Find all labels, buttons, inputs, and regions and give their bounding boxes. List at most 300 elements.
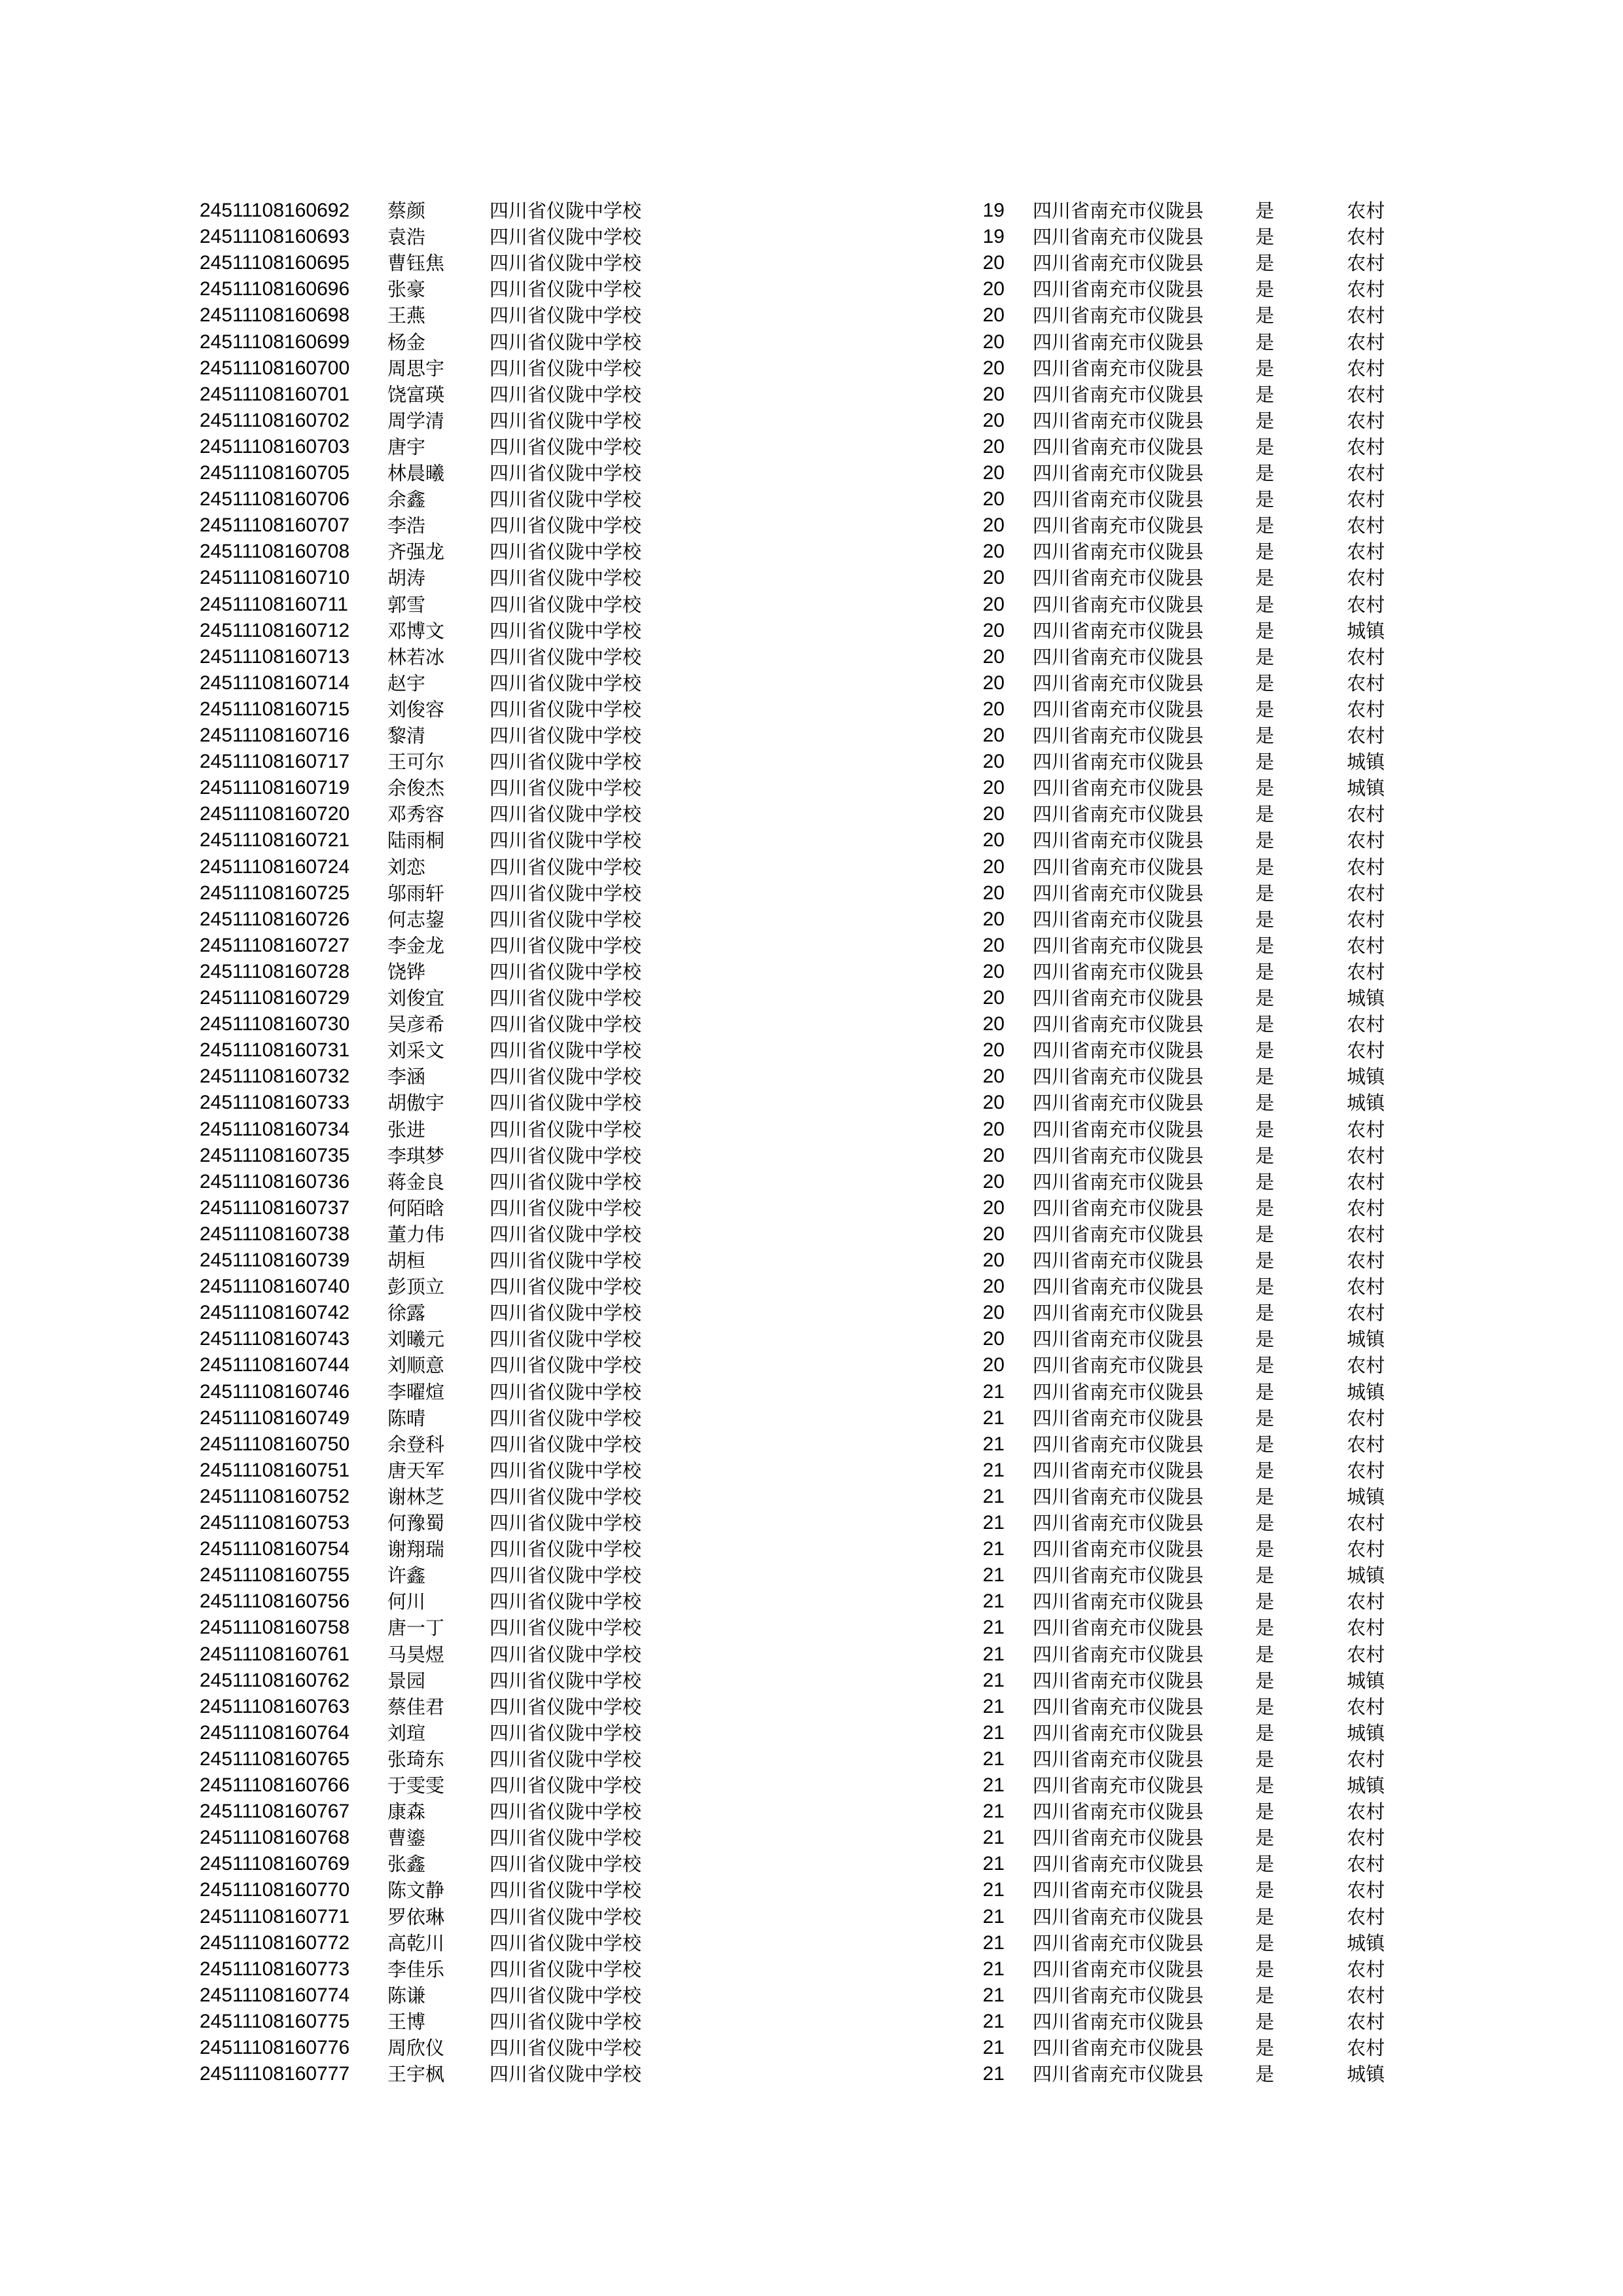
flag: 是 <box>1255 1460 1275 1482</box>
candidate-id: 24511108160714 <box>200 672 350 694</box>
table-row <box>0 933 1623 959</box>
candidate-id: 24511108160769 <box>200 1853 350 1874</box>
age: 21 <box>982 1512 1005 1534</box>
hukou-type: 农村 <box>1347 908 1385 931</box>
flag: 是 <box>1255 1145 1275 1167</box>
age: 21 <box>982 1696 1005 1717</box>
student-name: 陆雨桐 <box>387 829 445 852</box>
hukou-type: 城镇 <box>1347 777 1385 799</box>
hukou-type: 农村 <box>1347 1433 1385 1456</box>
hukou-type: 城镇 <box>1347 987 1385 1009</box>
school-name: 四川省仪陇中学校 <box>490 252 642 274</box>
table-row <box>0 276 1623 302</box>
age: 20 <box>982 803 1005 825</box>
hukou-type: 农村 <box>1347 1249 1385 1272</box>
school-name: 四川省仪陇中学校 <box>490 987 642 1009</box>
student-name: 王宇枫 <box>387 2063 445 2085</box>
table-row <box>0 670 1623 696</box>
flag: 是 <box>1255 1932 1275 1954</box>
table-row <box>0 302 1623 329</box>
hukou-type: 农村 <box>1347 1827 1385 1849</box>
student-name: 于雯雯 <box>387 1774 445 1797</box>
student-name: 许鑫 <box>387 1564 426 1587</box>
region: 四川省南充市仪陇县 <box>1033 436 1204 458</box>
school-name: 四川省仪陇中学校 <box>490 908 642 931</box>
age: 20 <box>982 1328 1005 1350</box>
candidate-id: 24511108160698 <box>200 304 350 326</box>
region: 四川省南充市仪陇县 <box>1033 1958 1204 1981</box>
flag: 是 <box>1255 1223 1275 1246</box>
student-name: 周欣仪 <box>387 2037 445 2059</box>
table-row <box>0 355 1623 382</box>
candidate-id: 24511108160763 <box>200 1696 350 1717</box>
school-name: 四川省仪陇中学校 <box>490 1328 642 1350</box>
age: 20 <box>982 829 1005 851</box>
school-name: 四川省仪陇中学校 <box>490 2037 642 2059</box>
school-name: 四川省仪陇中学校 <box>490 1249 642 1272</box>
table-row <box>0 854 1623 880</box>
student-name: 齐强龙 <box>387 541 445 563</box>
student-name: 高乾川 <box>387 1932 445 1954</box>
school-name: 四川省仪陇中学校 <box>490 1276 642 1298</box>
candidate-id: 24511108160730 <box>200 1013 350 1035</box>
age: 21 <box>982 1407 1005 1429</box>
school-name: 四川省仪陇中学校 <box>490 856 642 878</box>
candidate-id: 24511108160773 <box>200 1958 350 1980</box>
flag: 是 <box>1255 594 1275 616</box>
region: 四川省南充市仪陇县 <box>1033 226 1204 248</box>
flag: 是 <box>1255 1328 1275 1350</box>
hukou-type: 农村 <box>1347 1643 1385 1666</box>
region: 四川省南充市仪陇县 <box>1033 1039 1204 1062</box>
table-row <box>0 1694 1623 1720</box>
region: 四川省南充市仪陇县 <box>1033 1249 1204 1272</box>
age: 20 <box>982 357 1005 379</box>
table-row <box>0 329 1623 355</box>
region: 四川省南充市仪陇县 <box>1033 1223 1204 1246</box>
hukou-type: 农村 <box>1347 1145 1385 1167</box>
hukou-type: 农村 <box>1347 1853 1385 1875</box>
candidate-id: 24511108160758 <box>200 1617 350 1638</box>
table-row <box>0 801 1623 827</box>
age: 21 <box>982 1801 1005 1822</box>
hukou-type: 农村 <box>1347 1013 1385 1035</box>
hukou-type: 农村 <box>1347 1538 1385 1560</box>
school-name: 四川省仪陇中学校 <box>490 1748 642 1770</box>
school-name: 四川省仪陇中学校 <box>490 1039 642 1062</box>
hukou-type: 城镇 <box>1347 620 1385 642</box>
candidate-id: 24511108160699 <box>200 331 350 353</box>
table-row <box>0 2035 1623 2061</box>
hukou-type: 农村 <box>1347 725 1385 747</box>
student-name: 张鑫 <box>387 1853 426 1875</box>
table-row <box>0 434 1623 460</box>
hukou-type: 农村 <box>1347 1879 1385 1901</box>
region: 四川省南充市仪陇县 <box>1033 514 1204 537</box>
region: 四川省南充市仪陇县 <box>1033 1670 1204 1692</box>
school-name: 四川省仪陇中学校 <box>490 567 642 589</box>
school-name: 四川省仪陇中学校 <box>490 1984 642 2007</box>
student-name: 陈晴 <box>387 1407 426 1429</box>
candidate-id: 24511108160733 <box>200 1092 350 1113</box>
age: 21 <box>982 2063 1005 2085</box>
candidate-id: 24511108160715 <box>200 698 350 720</box>
student-name: 李浩 <box>387 514 426 537</box>
flag: 是 <box>1255 1748 1275 1770</box>
candidate-id: 24511108160727 <box>200 935 350 956</box>
age: 21 <box>982 1670 1005 1691</box>
candidate-id: 24511108160774 <box>200 1984 350 2006</box>
student-name: 谢翔瑞 <box>387 1538 445 1560</box>
table-row <box>0 224 1623 250</box>
age: 20 <box>982 252 1005 274</box>
hukou-type: 农村 <box>1347 1223 1385 1246</box>
flag: 是 <box>1255 1984 1275 2007</box>
candidate-id: 24511108160771 <box>200 1906 350 1928</box>
flag: 是 <box>1255 646 1275 668</box>
candidate-id: 24511108160732 <box>200 1066 350 1087</box>
student-name: 邓秀容 <box>387 803 445 825</box>
flag: 是 <box>1255 698 1275 721</box>
flag: 是 <box>1255 304 1275 327</box>
candidate-id: 24511108160736 <box>200 1171 350 1193</box>
table-row <box>0 1930 1623 1956</box>
table-row <box>0 1458 1623 1484</box>
age: 21 <box>982 1984 1005 2006</box>
age: 21 <box>982 1879 1005 1901</box>
flag: 是 <box>1255 751 1275 773</box>
flag: 是 <box>1255 1013 1275 1035</box>
hukou-type: 农村 <box>1347 200 1385 222</box>
candidate-id: 24511108160692 <box>200 200 350 221</box>
flag: 是 <box>1255 1354 1275 1376</box>
region: 四川省南充市仪陇县 <box>1033 1774 1204 1797</box>
flag: 是 <box>1255 856 1275 878</box>
school-name: 四川省仪陇中学校 <box>490 462 642 484</box>
student-name: 余俊杰 <box>387 777 445 799</box>
age: 20 <box>982 1249 1005 1271</box>
candidate-id: 24511108160725 <box>200 882 350 904</box>
flag: 是 <box>1255 672 1275 694</box>
table-row <box>0 2009 1623 2035</box>
flag: 是 <box>1255 1906 1275 1928</box>
region: 四川省南充市仪陇县 <box>1033 908 1204 931</box>
school-name: 四川省仪陇中学校 <box>490 672 642 694</box>
region: 四川省南充市仪陇县 <box>1033 672 1204 694</box>
region: 四川省南充市仪陇县 <box>1033 488 1204 511</box>
region: 四川省南充市仪陇县 <box>1033 1590 1204 1613</box>
table-row <box>0 1352 1623 1378</box>
candidate-id: 24511108160703 <box>200 436 350 457</box>
hukou-type: 农村 <box>1347 1039 1385 1062</box>
school-name: 四川省仪陇中学校 <box>490 200 642 222</box>
school-name: 四川省仪陇中学校 <box>490 1460 642 1482</box>
region: 四川省南充市仪陇县 <box>1033 278 1204 300</box>
age: 20 <box>982 1145 1005 1166</box>
age: 20 <box>982 488 1005 510</box>
school-name: 四川省仪陇中学校 <box>490 2011 642 2033</box>
table-row <box>0 1641 1623 1668</box>
student-name: 曹鎏 <box>387 1827 426 1849</box>
student-name: 李琪梦 <box>387 1145 445 1167</box>
region: 四川省南充市仪陇县 <box>1033 2037 1204 2059</box>
student-name: 唐一丁 <box>387 1617 445 1639</box>
age: 20 <box>982 1276 1005 1297</box>
student-name: 吴彦希 <box>387 1013 445 1035</box>
flag: 是 <box>1255 987 1275 1009</box>
candidate-id: 24511108160762 <box>200 1670 350 1691</box>
table-row <box>0 460 1623 486</box>
region: 四川省南充市仪陇县 <box>1033 1066 1204 1088</box>
age: 20 <box>982 935 1005 956</box>
region: 四川省南充市仪陇县 <box>1033 304 1204 327</box>
hukou-type: 农村 <box>1347 1407 1385 1429</box>
table-row <box>0 1326 1623 1352</box>
candidate-id: 24511108160702 <box>200 410 350 431</box>
region: 四川省南充市仪陇县 <box>1033 1407 1204 1429</box>
candidate-id: 24511108160756 <box>200 1590 350 1612</box>
table-row <box>0 1851 1623 1877</box>
age: 20 <box>982 698 1005 720</box>
region: 四川省南充市仪陇县 <box>1033 1906 1204 1928</box>
student-name: 罗依琳 <box>387 1906 445 1928</box>
hukou-type: 农村 <box>1347 1958 1385 1981</box>
flag: 是 <box>1255 1590 1275 1613</box>
region: 四川省南充市仪陇县 <box>1033 1643 1204 1666</box>
age: 21 <box>982 1460 1005 1481</box>
age: 20 <box>982 987 1005 1009</box>
flag: 是 <box>1255 252 1275 274</box>
flag: 是 <box>1255 1879 1275 1901</box>
school-name: 四川省仪陇中学校 <box>490 1670 642 1692</box>
school-name: 四川省仪陇中学校 <box>490 698 642 721</box>
table-row <box>0 827 1623 853</box>
hukou-type: 城镇 <box>1347 1564 1385 1587</box>
hukou-type: 农村 <box>1347 882 1385 905</box>
hukou-type: 城镇 <box>1347 1381 1385 1403</box>
student-name: 饶富瑛 <box>387 384 445 406</box>
student-name: 胡傲宇 <box>387 1092 445 1114</box>
school-name: 四川省仪陇中学校 <box>490 1197 642 1219</box>
region: 四川省南充市仪陇县 <box>1033 1722 1204 1744</box>
table-row <box>0 985 1623 1011</box>
hukou-type: 农村 <box>1347 226 1385 248</box>
table-row <box>0 1143 1623 1169</box>
school-name: 四川省仪陇中学校 <box>490 2063 642 2085</box>
table-row <box>0 1037 1623 1064</box>
candidate-id: 24511108160701 <box>200 384 350 405</box>
region: 四川省南充市仪陇县 <box>1033 961 1204 983</box>
student-name: 林若冰 <box>387 646 445 668</box>
region: 四川省南充市仪陇县 <box>1033 1145 1204 1167</box>
school-name: 四川省仪陇中学校 <box>490 514 642 537</box>
region: 四川省南充市仪陇县 <box>1033 594 1204 616</box>
hukou-type: 农村 <box>1347 1197 1385 1219</box>
student-name: 胡涛 <box>387 567 426 589</box>
table-row <box>0 2061 1623 2087</box>
school-name: 四川省仪陇中学校 <box>490 1171 642 1193</box>
age: 21 <box>982 1932 1005 1954</box>
flag: 是 <box>1255 1066 1275 1088</box>
student-name: 王博 <box>387 2011 426 2033</box>
table-row <box>0 250 1623 276</box>
age: 21 <box>982 1958 1005 1980</box>
flag: 是 <box>1255 2011 1275 2033</box>
student-name: 余鑫 <box>387 488 426 511</box>
hukou-type: 农村 <box>1347 1617 1385 1639</box>
age: 20 <box>982 1171 1005 1193</box>
hukou-type: 农村 <box>1347 541 1385 563</box>
table-row <box>0 1117 1623 1143</box>
table-row <box>0 1274 1623 1300</box>
region: 四川省南充市仪陇县 <box>1033 987 1204 1009</box>
candidate-id: 24511108160740 <box>200 1276 350 1297</box>
table-row <box>0 959 1623 985</box>
candidate-id: 24511108160729 <box>200 987 350 1009</box>
hukou-type: 农村 <box>1347 436 1385 458</box>
school-name: 四川省仪陇中学校 <box>490 1774 642 1797</box>
student-name: 刘顺意 <box>387 1354 445 1376</box>
hukou-type: 城镇 <box>1347 1328 1385 1350</box>
student-name: 饶铧 <box>387 961 426 983</box>
flag: 是 <box>1255 410 1275 432</box>
age: 20 <box>982 1223 1005 1245</box>
region: 四川省南充市仪陇县 <box>1033 567 1204 589</box>
region: 四川省南充市仪陇县 <box>1033 620 1204 642</box>
candidate-id: 24511108160734 <box>200 1119 350 1140</box>
student-name: 蒋金良 <box>387 1171 445 1193</box>
candidate-id: 24511108160720 <box>200 803 350 825</box>
flag: 是 <box>1255 1092 1275 1114</box>
table-row <box>0 1799 1623 1825</box>
hukou-type: 城镇 <box>1347 751 1385 773</box>
table-row <box>0 1379 1623 1405</box>
flag: 是 <box>1255 567 1275 589</box>
table-row <box>0 1405 1623 1431</box>
flag: 是 <box>1255 777 1275 799</box>
region: 四川省南充市仪陇县 <box>1033 1801 1204 1823</box>
flag: 是 <box>1255 1564 1275 1587</box>
student-name: 刘恋 <box>387 856 426 878</box>
flag: 是 <box>1255 1801 1275 1823</box>
candidate-id: 24511108160767 <box>200 1801 350 1822</box>
age: 20 <box>982 541 1005 562</box>
region: 四川省南充市仪陇县 <box>1033 1879 1204 1901</box>
age: 20 <box>982 436 1005 457</box>
region: 四川省南充市仪陇县 <box>1033 1276 1204 1298</box>
hukou-type: 城镇 <box>1347 1092 1385 1114</box>
student-name: 陈文静 <box>387 1879 445 1901</box>
candidate-id: 24511108160770 <box>200 1879 350 1901</box>
candidate-id: 24511108160775 <box>200 2011 350 2032</box>
flag: 是 <box>1255 620 1275 642</box>
region: 四川省南充市仪陇县 <box>1033 1984 1204 2007</box>
student-name: 谢林芝 <box>387 1486 445 1508</box>
region: 四川省南充市仪陇县 <box>1033 200 1204 222</box>
school-name: 四川省仪陇中学校 <box>490 1932 642 1954</box>
candidate-id: 24511108160765 <box>200 1748 350 1770</box>
flag: 是 <box>1255 488 1275 511</box>
hukou-type: 城镇 <box>1347 1774 1385 1797</box>
region: 四川省南充市仪陇县 <box>1033 1197 1204 1219</box>
student-name: 王可尔 <box>387 751 445 773</box>
candidate-id: 24511108160735 <box>200 1145 350 1166</box>
region: 四川省南充市仪陇县 <box>1033 725 1204 747</box>
school-name: 四川省仪陇中学校 <box>490 1381 642 1403</box>
flag: 是 <box>1255 1433 1275 1456</box>
school-name: 四川省仪陇中学校 <box>490 935 642 957</box>
age: 20 <box>982 961 1005 982</box>
candidate-id: 24511108160754 <box>200 1538 350 1560</box>
student-name: 余登科 <box>387 1433 445 1456</box>
age: 21 <box>982 1722 1005 1744</box>
age: 20 <box>982 646 1005 668</box>
flag: 是 <box>1255 882 1275 905</box>
school-name: 四川省仪陇中学校 <box>490 961 642 983</box>
student-name: 周学清 <box>387 410 445 432</box>
candidate-id: 24511108160744 <box>200 1354 350 1376</box>
table-row <box>0 696 1623 723</box>
table-row <box>0 382 1623 408</box>
table-row <box>0 1904 1623 1930</box>
school-name: 四川省仪陇中学校 <box>490 1486 642 1508</box>
region: 四川省南充市仪陇县 <box>1033 357 1204 380</box>
region: 四川省南充市仪陇县 <box>1033 541 1204 563</box>
student-name: 景园 <box>387 1670 426 1692</box>
school-name: 四川省仪陇中学校 <box>490 541 642 563</box>
flag: 是 <box>1255 1722 1275 1744</box>
student-name: 张进 <box>387 1119 426 1141</box>
region: 四川省南充市仪陇县 <box>1033 1460 1204 1482</box>
flag: 是 <box>1255 1512 1275 1534</box>
table-row <box>0 1064 1623 1090</box>
flag: 是 <box>1255 1249 1275 1272</box>
hukou-type: 农村 <box>1347 646 1385 668</box>
school-name: 四川省仪陇中学校 <box>490 1538 642 1560</box>
age: 20 <box>982 1197 1005 1219</box>
flag: 是 <box>1255 1039 1275 1062</box>
region: 四川省南充市仪陇县 <box>1033 1827 1204 1849</box>
school-name: 四川省仪陇中学校 <box>490 1801 642 1823</box>
flag: 是 <box>1255 1486 1275 1508</box>
candidate-id: 24511108160742 <box>200 1302 350 1323</box>
school-name: 四川省仪陇中学校 <box>490 882 642 905</box>
candidate-id: 24511108160731 <box>200 1039 350 1061</box>
table-row <box>0 1588 1623 1615</box>
table-row <box>0 1195 1623 1221</box>
school-name: 四川省仪陇中学校 <box>490 357 642 380</box>
hukou-type: 农村 <box>1347 2037 1385 2059</box>
hukou-type: 农村 <box>1347 1276 1385 1298</box>
age: 21 <box>982 2037 1005 2058</box>
student-name: 胡桓 <box>387 1249 426 1272</box>
student-name: 张琦东 <box>387 1748 445 1770</box>
table-row <box>0 1431 1623 1458</box>
region: 四川省南充市仪陇县 <box>1033 1617 1204 1639</box>
school-name: 四川省仪陇中学校 <box>490 1433 642 1456</box>
hukou-type: 农村 <box>1347 1696 1385 1718</box>
student-name: 何陌晗 <box>387 1197 445 1219</box>
table-row <box>0 749 1623 775</box>
table-row <box>0 1615 1623 1641</box>
age: 20 <box>982 882 1005 904</box>
student-name: 康森 <box>387 1801 426 1823</box>
region: 四川省南充市仪陇县 <box>1033 803 1204 825</box>
table-row <box>0 1772 1623 1799</box>
school-name: 四川省仪陇中学校 <box>490 620 642 642</box>
age: 20 <box>982 384 1005 405</box>
region: 四川省南充市仪陇县 <box>1033 1564 1204 1587</box>
